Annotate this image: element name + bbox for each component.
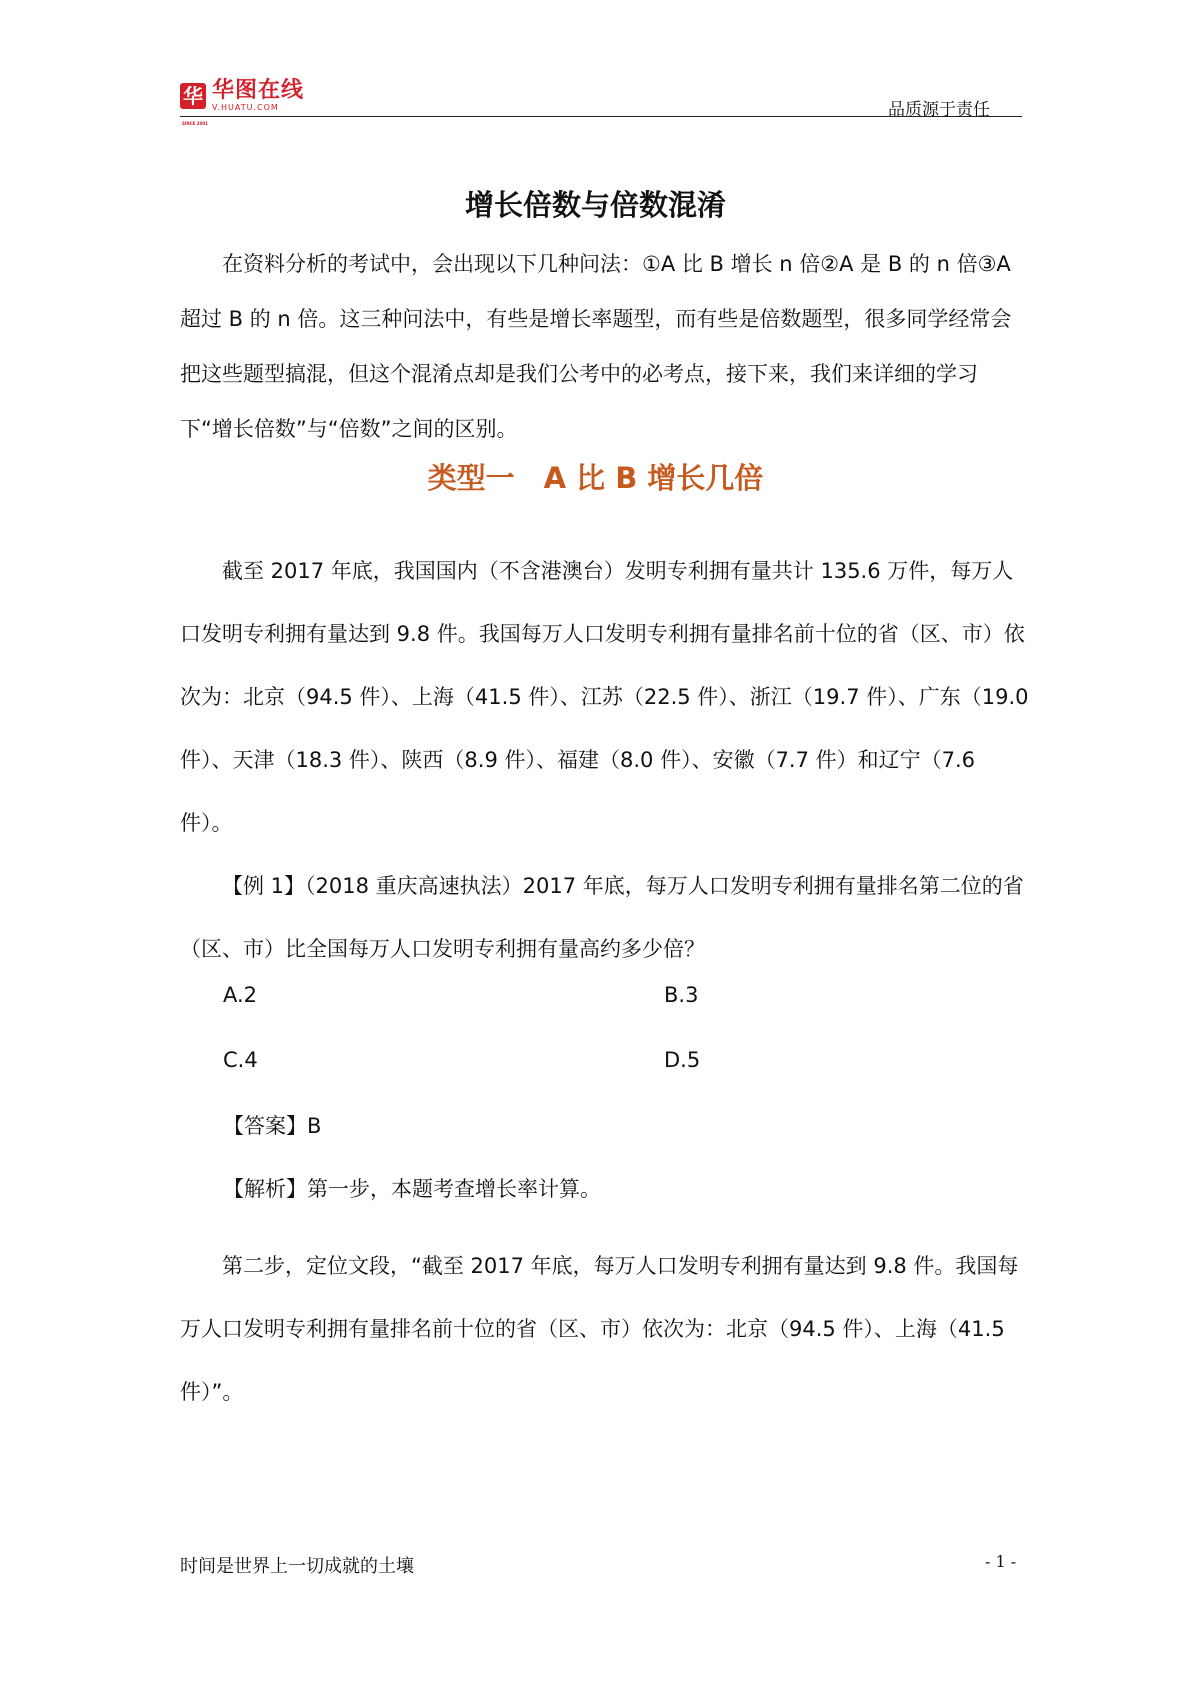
logo-mark-glyph: 华 (183, 84, 203, 108)
analysis-step2-text: 第二步，定位文段，“截至 2017 年底，每万人口发明专利拥有量达到 9.8 件。我国每万人口发明专利拥有量排名前十位的省（区、市）依次为：北京（94.5 件）、上海（41.5 件）”。 (180, 1254, 1019, 1404)
analysis-step2 (180, 1235, 1030, 1424)
option-d: D.5 (664, 1048, 701, 1072)
logo-url: V.HUATU.COM (212, 103, 279, 112)
question-paragraph (180, 855, 1030, 981)
intro-paragraph (180, 237, 1030, 457)
huatu-logo (180, 78, 305, 126)
logo-since: SINCE 2001 (182, 121, 208, 126)
material-paragraph (180, 540, 1030, 855)
logo-name: 华图在线 (212, 78, 305, 103)
material-text: 截至 2017 年底，我国国内（不含港澳台）发明专利拥有量共计 135.6 万件，每万人口发明专利拥有量达到 9.8 件。我国每万人口发明专利拥有量排名前十位的省（区、市）依次为：北京（94.5 件）、上海（41.5 件）、江苏（22.5 件）、浙江（19.7 件）、广东（19.0 件）、天津（18.3 件）、陕西（8.9 件）、福建（8.0 件）、安徽（7.7 件）和辽宁（7.6 件）。 (180, 559, 1029, 835)
logo-text (212, 80, 304, 112)
document-title: 增长倍数与倍数混淆 (464, 188, 726, 222)
page-number: - 1 - (985, 1552, 1017, 1571)
answer-line: 【答案】B (223, 1114, 322, 1138)
question-text: 【例 1】（2018 重庆高速执法）2017 年底，每万人口发明专利拥有量排名第二位的省（区、市）比全国每万人口发明专利拥有量高约多少倍？ (180, 874, 1024, 961)
option-b: B.3 (664, 983, 699, 1007)
footer-motto: 时间是世界上一切成就的土壤 (180, 1556, 414, 1577)
intro-text: 在资料分析的考试中，会出现以下几种问法：①A 比 B 增长 n 倍②A 是 B 的 n 倍③A 超过 B 的 n 倍。这三种问法中，有些是增长率题型，而有些是倍数题型，很多同学经常会把这些题型搞混，但这个混淆点却是我们公考中的必考点，接下来，我们来详细的学习下“增长倍数”与“倍数”之间的区别。 (180, 252, 1012, 441)
section-heading: 类型一 A 比 B 增长几倍 (427, 461, 764, 495)
option-a: A.2 (223, 983, 258, 1007)
header-divider (180, 116, 1022, 117)
header-slogan: 品质源于责任 (888, 100, 990, 120)
option-c: C.4 (223, 1048, 258, 1072)
analysis-step1: 【解析】第一步，本题考查增长率计算。 (223, 1177, 601, 1201)
logo-mark (180, 83, 208, 126)
